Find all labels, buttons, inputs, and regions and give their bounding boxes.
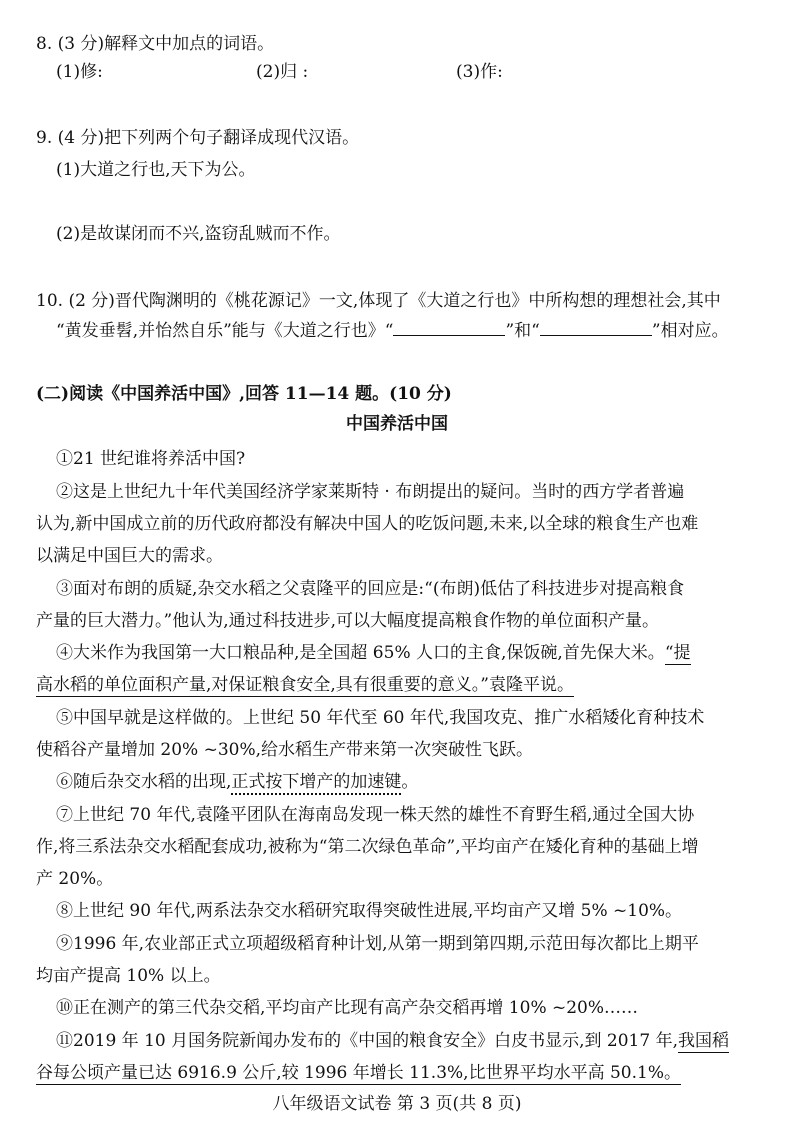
paragraph-11-underlined-start: 我国稻 xyxy=(678,1031,729,1051)
paragraph-7-line-2: 作,将三系法杂交水稻配套成功,被称为“第二次绿色革命”,平均亩产在矮化育种的基础上增 xyxy=(36,837,699,857)
q9-stem: 9. (4 分)把下列两个句子翻译成现代汉语。 xyxy=(36,128,360,148)
paragraph-6 xyxy=(56,770,418,794)
paragraph-11-line-2 xyxy=(36,1061,681,1085)
q10-blank-1[interactable] xyxy=(393,319,505,336)
page-footer: 八年级语文试卷 第 3 页(共 8 页) xyxy=(272,1094,522,1114)
paragraph-4-line-2 xyxy=(36,673,574,697)
paragraph-4-text: ④大米作为我国第一大口粮品种,是全国超 65% 人口的主食,保饭碗,首先保大米。 xyxy=(56,643,665,663)
paragraph-11-text: ⑪2019 年 10 月国务院新闻办发布的《中国的粮食安全》白皮书显示,到 2017 年, xyxy=(56,1031,678,1051)
q10-text-b: ”和“ xyxy=(505,321,540,341)
paragraph-1: ①21 世纪谁将养活中国? xyxy=(56,449,246,469)
paragraph-11-line-1 xyxy=(56,1029,729,1053)
q8-stem: 8. (3 分)解释文中加点的词语。 xyxy=(36,34,275,54)
q8-item-3: (3)作: xyxy=(456,62,503,82)
paragraph-3-line-2: 产量的巨大潜力。”他认为,通过科技进步,可以大幅度提高粮食作物的单位面积产量。 xyxy=(36,611,659,631)
paragraph-10: ⑩正在测产的第三代杂交稻,平均亩产比现有高产杂交稻再增 10% ~20%…… xyxy=(56,998,639,1018)
paragraph-2-line-2: 认为,新中国成立前的历代政府都没有解决中国人的吃饭问题,未来,以全球的粮食生产也难 xyxy=(36,514,699,534)
q10-line-1: 10. (2 分)晋代陶渊明的《桃花源记》一文,体现了《大道之行也》中所构想的理想社会,其中 xyxy=(36,291,721,311)
paragraph-4-underlined-start: “提 xyxy=(664,643,691,663)
q9-sentence-2: (2)是故谋闭而不兴,盗窃乱贼而不作。 xyxy=(56,224,341,244)
paragraph-4-underlined-quote: 高水稻的单位面积产量,对保证粮食安全,具有很重要的意义。”袁隆平说。 xyxy=(36,675,574,695)
q10-text-c: ”相对应。 xyxy=(651,321,729,341)
paragraph-4-line-1 xyxy=(56,641,691,665)
paragraph-3-line-1: ③面对布朗的质疑,杂交水稻之父袁隆平的回应是:“(布朗)低估了科技进步对提高粮食 xyxy=(56,579,685,599)
paragraph-6-dotted-text: 正式按下增产的加速键 xyxy=(231,772,402,792)
q10-line-2 xyxy=(56,319,729,343)
q10-blank-2[interactable] xyxy=(540,319,652,336)
paragraph-2-line-3: 以满足中国巨大的需求。 xyxy=(36,546,223,566)
paragraph-6-period: 。 xyxy=(401,772,419,792)
paragraph-5-line-1: ⑤中国早就是这样做的。上世纪 50 年代至 60 年代,我国攻克、推广水稻矮化育种技术 xyxy=(56,708,705,728)
paragraph-9-line-1: ⑨1996 年,农业部正式立项超级稻育种计划,从第一期到第四期,示范田每次都比上期平 xyxy=(56,934,699,954)
q8-item-2: (2)归 : xyxy=(256,62,309,82)
paragraph-7-line-3: 产 20%。 xyxy=(36,869,114,889)
paragraph-11-underlined-text: 谷每公顷产量已达 6916.9 公斤,较 1996 年增长 11.3%,比世界平均水平高 50.1%。 xyxy=(36,1063,681,1083)
paragraph-8: ⑧上世纪 90 年代,两系法杂交水稻研究取得突破性进展,平均亩产又增 5% ~10%。 xyxy=(56,901,683,921)
q8-item-1: (1)修: xyxy=(56,62,103,82)
q9-sentence-1: (1)大道之行也,天下为公。 xyxy=(56,160,256,180)
paragraph-6-text: ⑥随后杂交水稻的出现, xyxy=(56,772,232,792)
q10-text-a: “黄发垂髫,并怡然自乐”能与《大道之行也》“ xyxy=(56,321,394,341)
paragraph-7-line-1: ⑦上世纪 70 年代,袁隆平团队在海南岛发现一株天然的雄性不育野生稻,通过全国大协 xyxy=(56,805,695,825)
paragraph-9-line-2: 均亩产提高 10% 以上。 xyxy=(36,966,221,986)
section-header: (二)阅读《中国养活中国》,回答 11—14 题。(10 分) xyxy=(36,384,452,404)
paragraph-2-line-1: ②这是上世纪九十年代美国经济学家莱斯特 · 布朗提出的疑问。当时的西方学者普遍 xyxy=(56,482,685,502)
article-title: 中国养活中国 xyxy=(346,414,448,434)
paragraph-5-line-2: 使稻谷产量增加 20% ~30%,给水稻生产带来第一次突破性飞跃。 xyxy=(36,740,534,760)
